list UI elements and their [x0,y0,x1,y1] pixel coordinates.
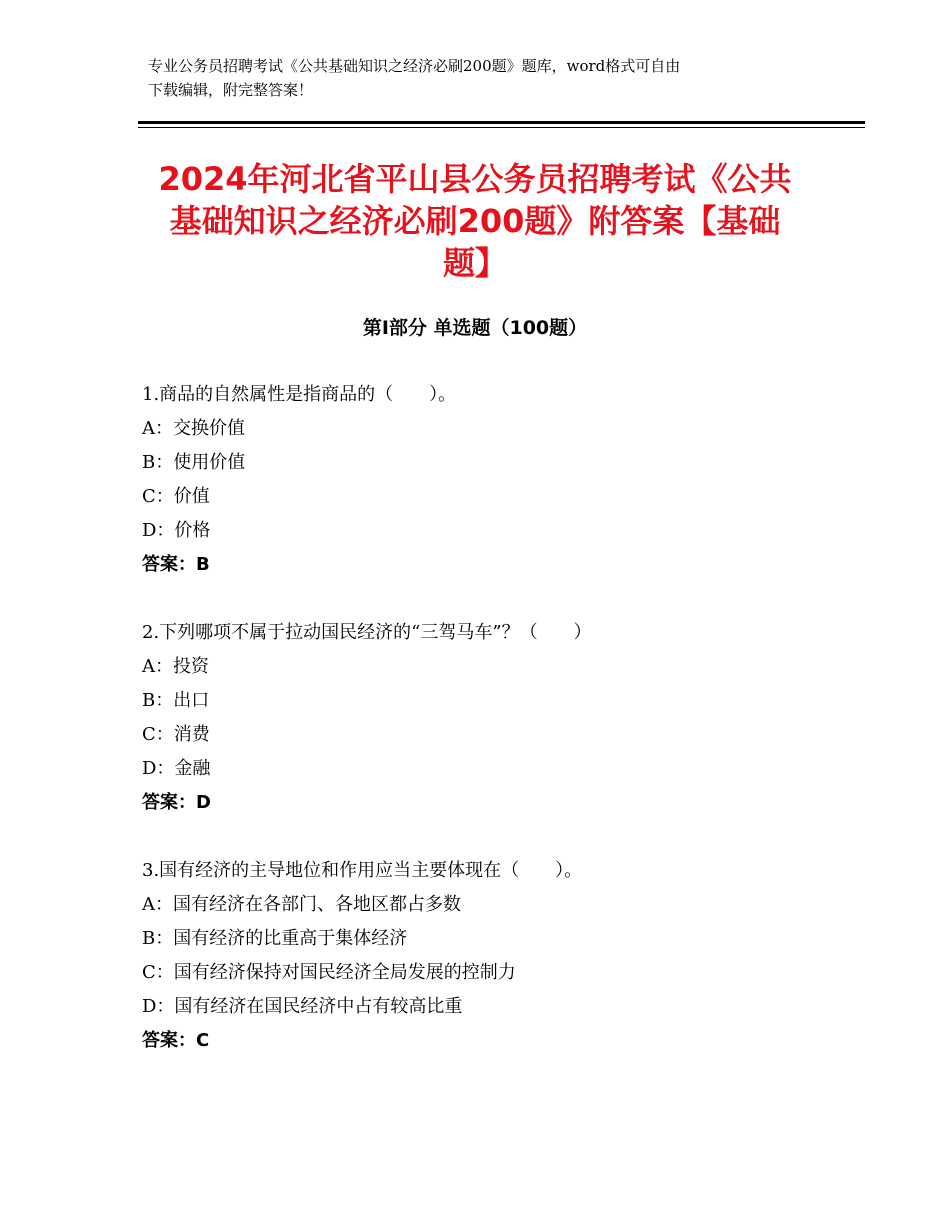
question-list [142,378,822,1092]
option-a: A：交换价值 [142,418,245,439]
document-title [138,158,812,284]
option-a: A：投资 [142,656,209,677]
option-d: D：国有经济在国民经济中占有较高比重 [142,996,463,1017]
question-1 [142,378,822,582]
document-title-line-2: 基础知识之经济必刷200题》附答案【基础 [169,202,781,240]
option-c: C：国有经济保持对国民经济全局发展的控制力 [142,962,516,983]
question-2 [142,616,822,820]
question-stem: 3.国有经济的主导地位和作用应当主要体现在（ ）。 [142,860,583,881]
question-3 [142,854,822,1058]
document-title-line-3: 题】 [442,244,507,282]
section-title: 第Ⅰ部分 单选题（100题） [362,317,588,339]
option-c: C：价值 [142,486,210,507]
option-a: A：国有经济在各部门、各地区都占多数 [142,894,461,915]
answer: 答案：D [142,792,211,813]
header-rule-thick [138,121,865,124]
header-rule-thin [138,127,865,128]
option-b: B：国有经济的比重高于集体经济 [142,928,408,949]
header-note [148,54,828,102]
option-d: D：金融 [142,758,211,779]
option-b: B：出口 [142,690,210,711]
document-title-line-1: 2024年河北省平山县公务员招聘考试《公共 [158,160,792,198]
option-d: D：价格 [142,520,211,541]
header-note-line-2: 下载编辑，附完整答案！ [148,81,314,99]
answer: 答案：B [142,554,210,575]
question-stem: 1.商品的自然属性是指商品的（ ）。 [142,384,457,405]
question-stem: 2.下列哪项不属于拉动国民经济的“三驾马车”？（ ） [142,622,592,643]
option-b: B：使用价值 [142,452,246,473]
header-note-line-1: 专业公务员招聘考试《公共基础知识之经济必刷200题》题库，word格式可自由 [148,57,681,75]
option-c: C：消费 [142,724,210,745]
answer: 答案：C [142,1030,210,1051]
